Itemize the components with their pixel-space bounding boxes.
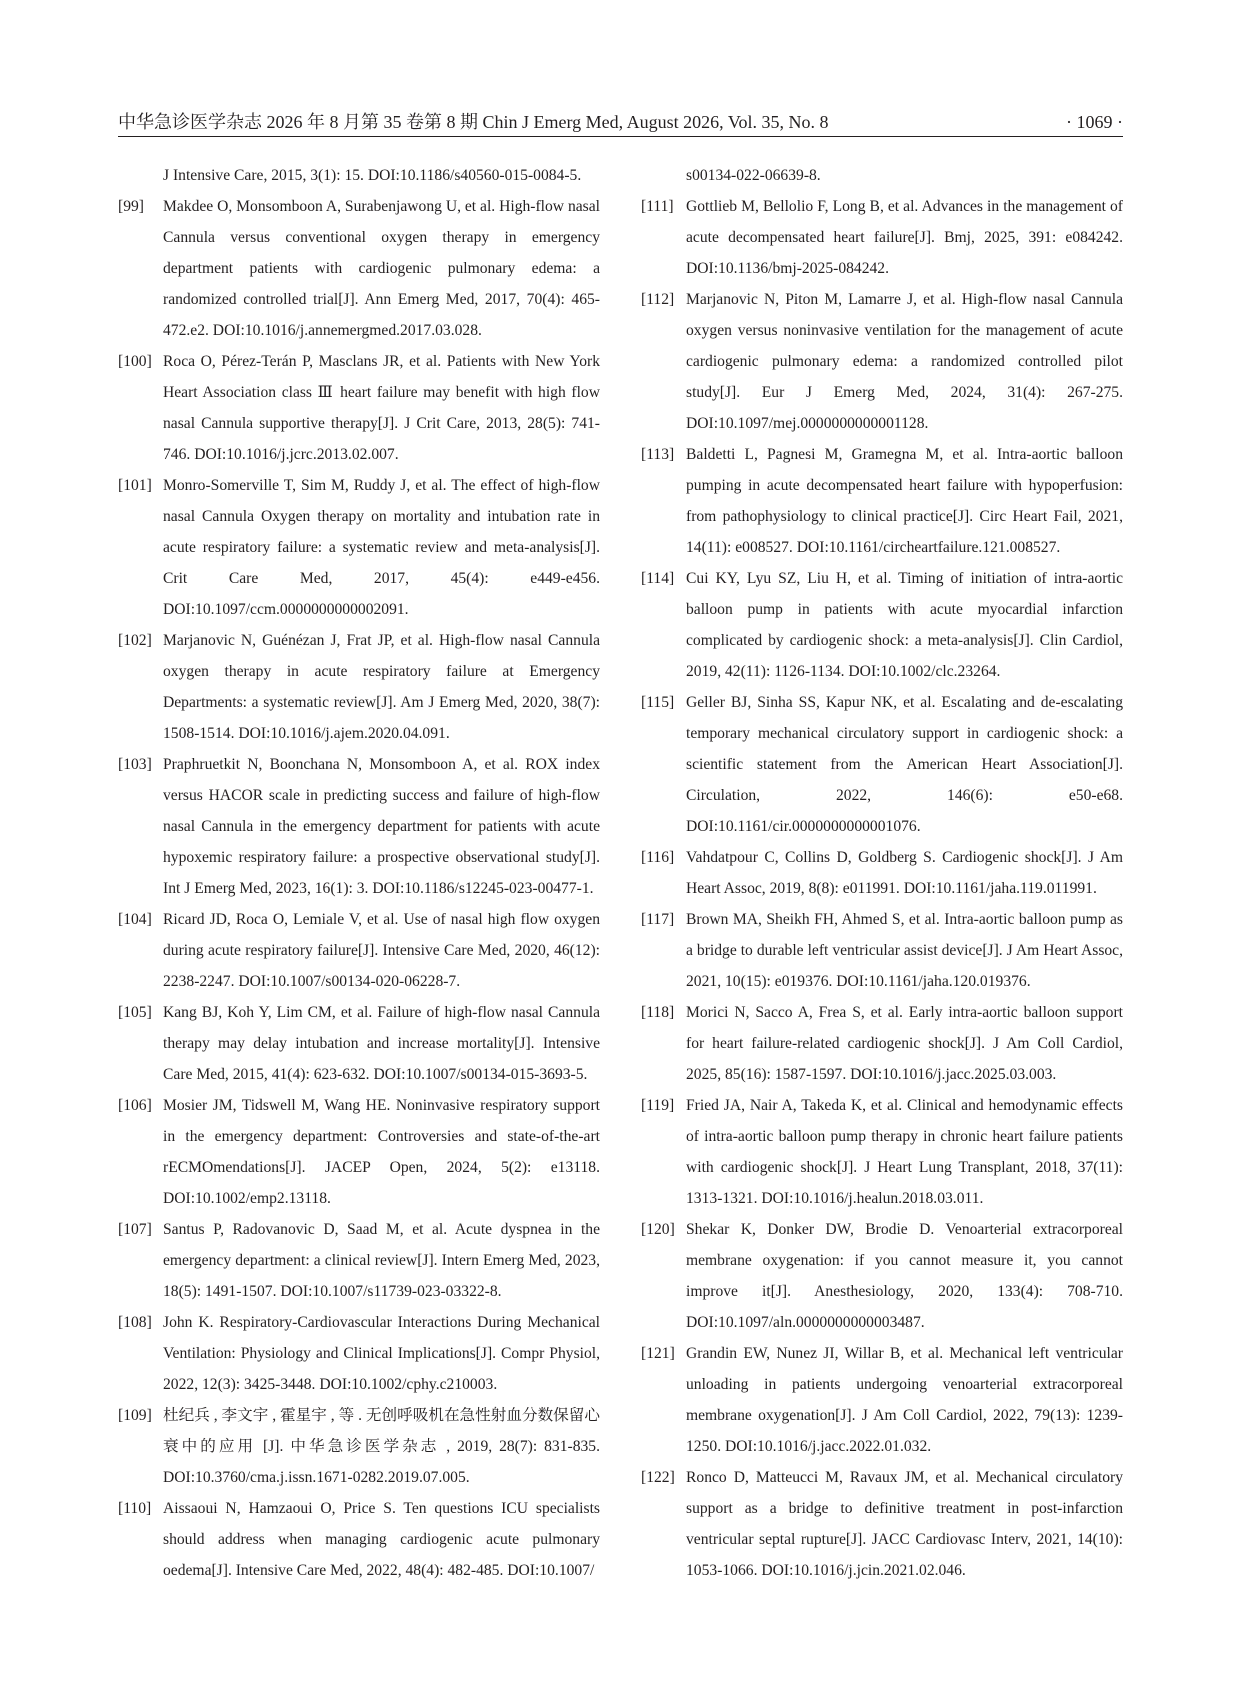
right-column-references xyxy=(641,160,1123,1586)
reference-number: [99] xyxy=(118,198,144,215)
reference-entry xyxy=(641,439,1123,563)
reference-number: [119] xyxy=(641,1097,675,1114)
reference-text: Vahdatpour C, Collins D, Goldberg S. Cardiogenic shock[J]. J Am Heart Assoc, 2019, 8(8): e011991. DOI:10.1161/jaha.119.011991. xyxy=(686,849,1123,897)
reference-number: [114] xyxy=(641,570,675,587)
reference-entry xyxy=(118,749,600,904)
reference-number: [116] xyxy=(641,849,675,866)
reference-entry xyxy=(641,1214,1123,1338)
reference-text: John K. Respiratory-Cardiovascular Interactions During Mechanical Ventilation: Physiology and Clinical Implications[J]. Compr Physiol, 2022, 12(3): 3425-3448. DOI:10.1002/cphy.c210003. xyxy=(163,1314,600,1393)
reference-number: [108] xyxy=(118,1314,152,1331)
running-header xyxy=(118,110,1123,137)
reference-entry xyxy=(641,1462,1123,1586)
reference-text: Shekar K, Donker DW, Brodie D. Venoarterial extracorporeal membrane oxygenation: if you cannot measure it, you cannot improve it[J]. Anesthesiology, 2020, 133(4): 708-710. DOI:10.1097/aln.0000000000003487. xyxy=(686,1221,1123,1331)
reference-entry xyxy=(641,687,1123,842)
left-column-references xyxy=(118,160,600,1586)
reference-number: [118] xyxy=(641,1004,675,1021)
reference-number: [120] xyxy=(641,1221,675,1238)
reference-entry xyxy=(118,904,600,997)
reference-number: [107] xyxy=(118,1221,152,1238)
reference-entry xyxy=(641,1090,1123,1214)
journal-header-line: 中华急诊医学杂志 2026 年 8 月第 35 卷第 8 期 Chin J Emerg Med, August 2026, Vol. 35, No. 8 xyxy=(118,112,829,132)
reference-entry xyxy=(641,1338,1123,1462)
reference-text: Praphruetkit N, Boonchana N, Monsomboon A, et al. ROX index versus HACOR scale in predicting success and failure of high-flow nasal Cannula in the emergency department for patients with acute hypoxemic respiratory failure: a prospective observational study[J]. Int J Emerg Med, 2023, 16(1): 3. DOI:10.1186/s12245-023-00477-1. xyxy=(163,756,600,897)
reference-text: Mosier JM, Tidswell M, Wang HE. Noninvasive respiratory support in the emergency department: Controversies and state-of-the-art rECMOmendations[J]. JACEP Open, 2024, 5(2): e13118. DOI:10.1002/emp2.13118. xyxy=(163,1097,600,1207)
reference-number: [111] xyxy=(641,198,674,215)
reference-number: [110] xyxy=(118,1500,152,1517)
reference-entry xyxy=(118,1090,600,1214)
reference-number: [112] xyxy=(641,291,675,308)
reference-text: Marjanovic N, Piton M, Lamarre J, et al. High-flow nasal Cannula oxygen versus noninvasive ventilation for the management of acute cardiogenic pulmonary edema: a randomized controlled pilot study[J]. Eur J Emerg Med, 2024, 31(4): 267-275. DOI:10.1097/mej.0000000000001128. xyxy=(686,291,1123,432)
reference-entry xyxy=(118,346,600,470)
reference-text: Brown MA, Sheikh FH, Ahmed S, et al. Intra-aortic balloon pump as a bridge to durable left ventricular assist device[J]. J Am Heart Assoc, 2021, 10(15): e019376. DOI:10.1161/jaha.120.019376. xyxy=(686,911,1123,990)
reference-entry xyxy=(118,625,600,749)
reference-text: Monro-Somerville T, Sim M, Ruddy J, et al. The effect of high-flow nasal Cannula Oxygen therapy on mortality and intubation rate in acute respiratory failure: a systematic review and meta-analysis[J]. Crit Care Med, 2017, 45(4): e449-e456. DOI:10.1097/ccm.0000000000002091. xyxy=(163,477,600,618)
reference-text: Kang BJ, Koh Y, Lim CM, et al. Failure of high-flow nasal Cannula therapy may delay intubation and increase mortality[J]. Intensive Care Med, 2015, 41(4): 623-632. DOI:10.1007/s00134-015-3693-5. xyxy=(163,1004,600,1083)
reference-entry xyxy=(641,842,1123,904)
reference-entry xyxy=(641,563,1123,687)
reference-text: Roca O, Pérez-Terán P, Masclans JR, et al. Patients with New York Heart Association class Ⅲ heart failure may benefit with high flow nasal Cannula supportive therapy[J]. J Crit Care, 2013, 28(5): 741-746. DOI:10.1016/j.jcrc.2013.02.007. xyxy=(163,353,600,463)
reference-number: [117] xyxy=(641,911,675,928)
reference-text: Gottlieb M, Bellolio F, Long B, et al. Advances in the management of acute decompensated heart failure[J]. Bmj, 2025, 391: e084242. DOI:10.1136/bmj-2025-084242. xyxy=(686,198,1123,277)
reference-text: Santus P, Radovanovic D, Saad M, et al. Acute dyspnea in the emergency department: a clinical review[J]. Intern Emerg Med, 2023, 18(5): 1491-1507. DOI:10.1007/s11739-023-03322-8. xyxy=(163,1221,600,1300)
reference-number: [105] xyxy=(118,1004,152,1021)
reference-text: Marjanovic N, Guénézan J, Frat JP, et al. High-flow nasal Cannula oxygen therapy in acute respiratory failure at Emergency Departments: a systematic review[J]. Am J Emerg Med, 2020, 38(7): 1508-1514. DOI:10.1016/j.ajem.2020.04.091. xyxy=(163,632,600,742)
reference-entry xyxy=(641,904,1123,997)
reference-text: Morici N, Sacco A, Frea S, et al. Early intra-aortic balloon support for heart failure-related cardiogenic shock[J]. J Am Coll Cardiol, 2025, 85(16): 1587-1597. DOI:10.1016/j.jacc.2025.03.003. xyxy=(686,1004,1123,1083)
reference-number: [106] xyxy=(118,1097,152,1114)
reference-continuation: s00134-022-06639-8. xyxy=(686,167,821,184)
reference-list-left xyxy=(118,191,600,1586)
reference-number: [113] xyxy=(641,446,675,463)
reference-number: [103] xyxy=(118,756,152,773)
reference-number: [109] xyxy=(118,1407,152,1424)
reference-entry xyxy=(118,1400,600,1493)
reference-text: Fried JA, Nair A, Takeda K, et al. Clinical and hemodynamic effects of intra-aortic balloon pump therapy in chronic heart failure patients with cardiogenic shock[J]. J Heart Lung Transplant, 2018, 37(11): 1313-1321. DOI:10.1016/j.healun.2018.03.011. xyxy=(686,1097,1123,1207)
reference-text: Grandin EW, Nunez JI, Willar B, et al. Mechanical left ventricular unloading in patients undergoing venoarterial extracorporeal membrane oxygenation[J]. J Am Coll Cardiol, 2022, 79(13): 1239-1250. DOI:10.1016/j.jacc.2022.01.032. xyxy=(686,1345,1123,1455)
reference-entry xyxy=(641,284,1123,439)
reference-entry xyxy=(118,997,600,1090)
reference-number: [122] xyxy=(641,1469,675,1486)
reference-number: [115] xyxy=(641,694,675,711)
reference-entry xyxy=(641,191,1123,284)
reference-number: [104] xyxy=(118,911,152,928)
reference-number: [101] xyxy=(118,477,152,494)
reference-text: Makdee O, Monsomboon A, Surabenjawong U, et al. High-flow nasal Cannula versus conventional oxygen therapy in emergency department patients with cardiogenic pulmonary edema: a randomized controlled trial[J]. Ann Emerg Med, 2017, 70(4): 465-472.e2. DOI:10.1016/j.annemergmed.2017.03.028. xyxy=(163,198,600,339)
reference-text: Ronco D, Matteucci M, Ravaux JM, et al. Mechanical circulatory support as a bridge to definitive treatment in post-infarction ventricular septal rupture[J]. JACC Cardiovasc Interv, 2021, 14(10): 1053-1066. DOI:10.1016/j.jcin.2021.02.046. xyxy=(686,1469,1123,1579)
reference-text: Ricard JD, Roca O, Lemiale V, et al. Use of nasal high flow oxygen during acute respiratory failure[J]. Intensive Care Med, 2020, 46(12): 2238-2247. DOI:10.1007/s00134-020-06228-7. xyxy=(163,911,600,990)
reference-number: [121] xyxy=(641,1345,675,1362)
reference-number: [102] xyxy=(118,632,152,649)
reference-text: 杜纪兵 , 李文宇 , 霍星宇 , 等 . 无创呼吸机在急性射血分数保留心衰中的应用 [J]. 中华急诊医学杂志 , 2019, 28(7): 831-835. DOI:10.3760/cma.j.issn.1671-0282.2019.07.005. xyxy=(163,1407,600,1486)
reference-continuation: J Intensive Care, 2015, 3(1): 15. DOI:10.1186/s40560-015-0084-5. xyxy=(163,167,582,184)
reference-text: Baldetti L, Pagnesi M, Gramegna M, et al. Intra-aortic balloon pumping in acute decompensated heart failure with hypoperfusion: from pathophysiology to clinical practice[J]. Circ Heart Fail, 2021, 14(11): e008527. DOI:10.1161/circheartfailure.121.008527. xyxy=(686,446,1123,556)
reference-entry xyxy=(118,1214,600,1307)
reference-entry xyxy=(118,1307,600,1400)
reference-entry xyxy=(118,470,600,625)
reference-entry xyxy=(641,997,1123,1090)
reference-list-right xyxy=(641,191,1123,1586)
reference-number: [100] xyxy=(118,353,152,370)
reference-text: Cui KY, Lyu SZ, Liu H, et al. Timing of initiation of intra-aortic balloon pump in patients with acute myocardial infarction complicated by cardiogenic shock: a meta-analysis[J]. Clin Cardiol, 2019, 42(11): 1126-1134. DOI:10.1002/clc.23264. xyxy=(686,570,1123,680)
reference-text: Geller BJ, Sinha SS, Kapur NK, et al. Escalating and de-escalating temporary mechanical circulatory support in cardiogenic shock: a scientific statement from the American Heart Association[J]. Circulation, 2022, 146(6): e50-e68. DOI:10.1161/cir.0000000000001076. xyxy=(686,694,1123,835)
reference-entry xyxy=(118,191,600,346)
reference-entry xyxy=(118,1493,600,1586)
reference-text: Aissaoui N, Hamzaoui O, Price S. Ten questions ICU specialists should address when managing cardiogenic acute pulmonary oedema[J]. Intensive Care Med, 2022, 48(4): 482-485. DOI:10.1007/ xyxy=(163,1500,600,1579)
page-number: · 1069 · xyxy=(1066,112,1123,132)
